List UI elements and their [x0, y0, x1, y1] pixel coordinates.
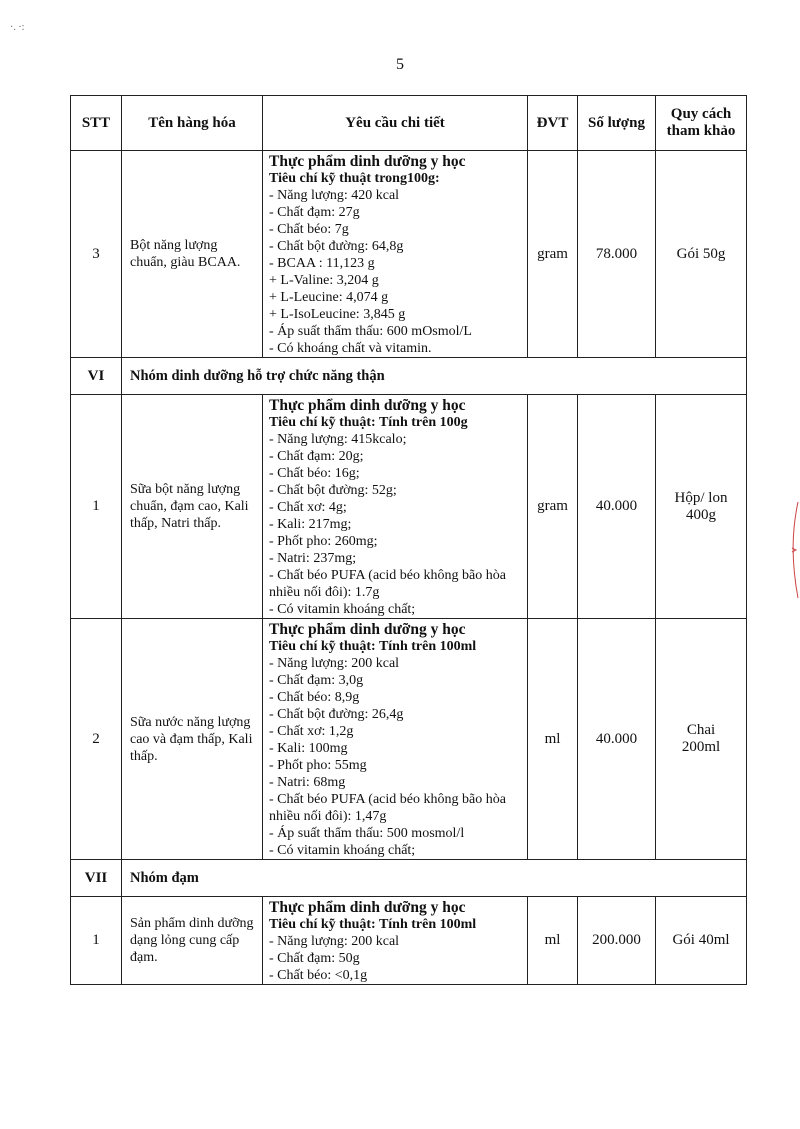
row-detail — [263, 395, 528, 619]
detail-line: - Chất béo PUFA (acid béo không bão hòa nhiều nối đôi): 1.7g — [269, 568, 506, 600]
detail-title: Thực phẩm dinh dưỡng y học — [269, 397, 466, 414]
row-stt: 2 — [71, 619, 122, 860]
detail-line: - Chất xơ: 1,2g — [269, 724, 354, 739]
detail-line: - Chất bột đường: 52g; — [269, 483, 397, 498]
row-detail — [263, 619, 528, 860]
detail-line: - Năng lượng: 420 kcal — [269, 188, 400, 203]
table-row — [71, 897, 747, 985]
detail-line: - Chất đạm: 27g — [269, 205, 360, 220]
header-name: Tên hàng hóa — [122, 96, 263, 151]
group-row — [71, 358, 747, 395]
detail-line: - Kali: 100mg — [269, 741, 348, 756]
detail-line: - Chất béo: 8,9g — [269, 690, 360, 705]
detail-line: - Chất béo: 16g; — [269, 466, 360, 481]
detail-title: Thực phẩm dinh dưỡng y học — [269, 899, 466, 916]
row-unit: ml — [528, 897, 578, 985]
group-title: Nhóm dinh dưỡng hỗ trợ chức năng thận — [122, 358, 747, 395]
detail-line: - Chất đạm: 50g — [269, 951, 360, 966]
detail-line: - Năng lượng: 200 kcal — [269, 656, 400, 671]
header-spec: Quy cách tham khảo — [656, 96, 747, 151]
detail-line: - Natri: 68mg — [269, 775, 346, 790]
row-spec: Chai 200ml — [656, 619, 747, 860]
row-product-name: Bột năng lượng chuẩn, giàu BCAA. — [122, 151, 263, 358]
row-stt: 1 — [71, 897, 122, 985]
detail-line: + L-Leucine: 4,074 g — [269, 290, 389, 305]
detail-subtitle: Tiêu chí kỹ thuật: Tính trên 100ml — [269, 639, 477, 654]
row-stt: 1 — [71, 395, 122, 619]
detail-subtitle: Tiêu chí kỹ thuật: Tính trên 100ml — [269, 917, 477, 932]
table-row — [71, 151, 747, 358]
table-header-row — [71, 96, 747, 151]
scan-speck: ·. ·: — [10, 22, 25, 33]
row-unit: ml — [528, 619, 578, 860]
detail-line: - Chất bột đường: 64,8g — [269, 239, 404, 254]
stamp-edge-mark — [788, 500, 800, 600]
header-qty: Số lượng — [578, 96, 656, 151]
detail-line: - Chất béo: <0,1g — [269, 968, 368, 983]
detail-line: + L-IsoLeucine: 3,845 g — [269, 307, 406, 322]
detail-line: - Có vitamin khoáng chất; — [269, 843, 416, 858]
detail-line: - Chất đạm: 3,0g — [269, 673, 364, 688]
detail-subtitle: Tiêu chí kỹ thuật: Tính trên 100g — [269, 415, 468, 430]
detail-line: - BCAA : 11,123 g — [269, 256, 375, 271]
detail-line: - Phốt pho: 260mg; — [269, 534, 378, 549]
header-detail: Yêu cầu chi tiết — [263, 96, 528, 151]
detail-line: - Áp suất thẩm thấu: 600 mOsmol/L — [269, 324, 472, 339]
row-spec: Gói 40ml — [656, 897, 747, 985]
row-product-name: Sản phẩm dinh dưỡng dạng lỏng cung cấp đạm. — [122, 897, 263, 985]
table-row — [71, 619, 747, 860]
detail-line: - Chất đạm: 20g; — [269, 449, 364, 464]
group-title: Nhóm đạm — [122, 860, 747, 897]
detail-line: - Chất béo: 7g — [269, 222, 349, 237]
product-spec-table — [70, 95, 747, 985]
detail-line: - Phốt pho: 55mg — [269, 758, 367, 773]
page-number: 5 — [396, 56, 404, 73]
group-stt: VII — [71, 860, 122, 897]
detail-line: + L-Valine: 3,204 g — [269, 273, 379, 288]
detail-line: - Năng lượng: 200 kcal — [269, 934, 400, 949]
header-stt: STT — [71, 96, 122, 151]
row-detail — [263, 151, 528, 358]
detail-title: Thực phẩm dinh dưỡng y học — [269, 153, 466, 170]
header-unit: ĐVT — [528, 96, 578, 151]
detail-line: - Chất bột đường: 26,4g — [269, 707, 404, 722]
detail-line: - Natri: 237mg; — [269, 551, 357, 566]
row-detail — [263, 897, 528, 985]
row-spec: Hộp/ lon 400g — [656, 395, 747, 619]
table-row — [71, 395, 747, 619]
row-qty: 40.000 — [578, 395, 656, 619]
detail-line: - Chất xơ: 4g; — [269, 500, 347, 515]
row-product-name: Sữa nước năng lượng cao và đạm thấp, Kali thấp. — [122, 619, 263, 860]
row-qty: 200.000 — [578, 897, 656, 985]
row-unit: gram — [528, 395, 578, 619]
row-qty: 40.000 — [578, 619, 656, 860]
detail-line: - Có vitamin khoáng chất; — [269, 602, 416, 617]
detail-line: - Áp suất thẩm thấu: 500 mosmol/l — [269, 826, 465, 841]
row-product-name: Sữa bột năng lượng chuẩn, đạm cao, Kali thấp, Natri thấp. — [122, 395, 263, 619]
row-qty: 78.000 — [578, 151, 656, 358]
group-stt: VI — [71, 358, 122, 395]
detail-line: - Có khoáng chất và vitamin. — [269, 341, 432, 356]
detail-line: - Kali: 217mg; — [269, 517, 352, 532]
detail-line: - Năng lượng: 415kcalo; — [269, 432, 407, 447]
detail-line: - Chất béo PUFA (acid béo không bão hòa nhiều nối đôi): 1,47g — [269, 792, 506, 824]
detail-subtitle: Tiêu chí kỹ thuật trong100g: — [269, 171, 440, 186]
group-row — [71, 860, 747, 897]
row-unit: gram — [528, 151, 578, 358]
detail-title: Thực phẩm dinh dưỡng y học — [269, 621, 466, 638]
row-stt: 3 — [71, 151, 122, 358]
row-spec: Gói 50g — [656, 151, 747, 358]
